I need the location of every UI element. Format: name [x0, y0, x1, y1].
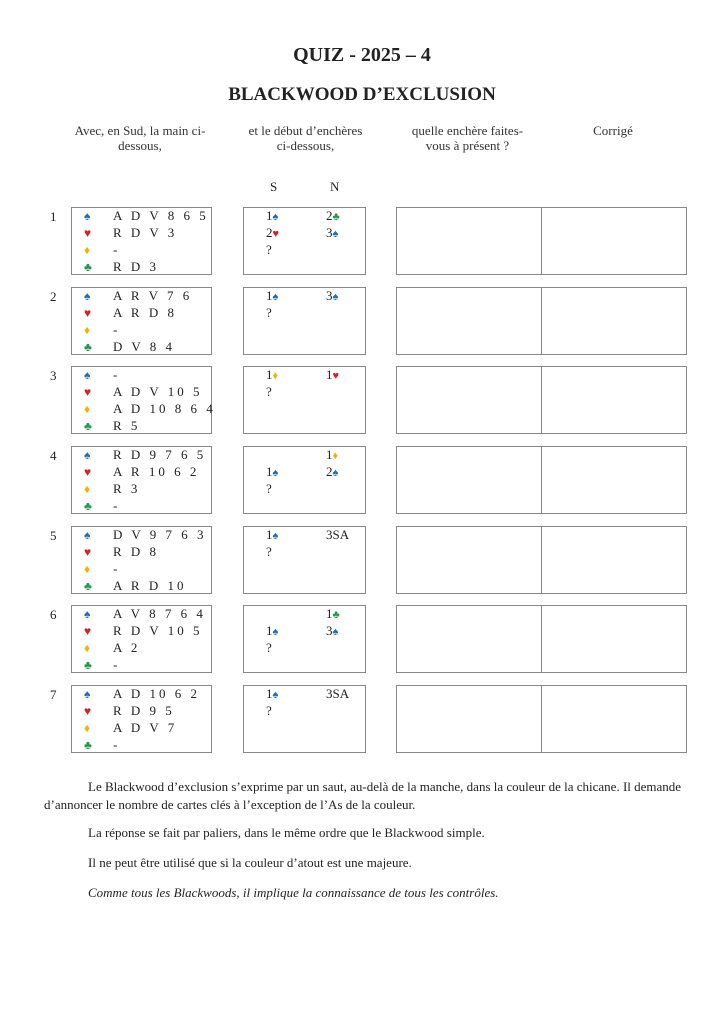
spade-icon: ♠ — [332, 291, 339, 303]
answer-cell-bid[interactable] — [397, 527, 541, 593]
header-bidding: et le début d’enchères ci-dessous, — [248, 123, 363, 153]
suit-line-club — [84, 417, 140, 434]
bid-level: ? — [266, 384, 272, 399]
bid-level: 1 — [266, 686, 273, 701]
paragraph-note: Comme tous les Blackwoods, il implique la connaissance de tous les contrôles. — [88, 885, 499, 900]
header-answer: Corrigé — [593, 123, 633, 138]
bid-north — [326, 463, 338, 482]
bid-level: 1 — [326, 447, 333, 462]
suit-cards: - — [113, 498, 121, 513]
suit-cards: R D V 10 5 — [113, 623, 203, 638]
diamond-icon: ♦ — [84, 323, 91, 337]
suit-line-club — [84, 656, 120, 673]
suit-cards: A D 10 8 6 4 — [113, 401, 216, 416]
spade-icon: ♠ — [332, 467, 339, 479]
suit-line-club — [84, 736, 120, 753]
diamond-icon: ♦ — [272, 370, 279, 382]
suit-line-heart — [84, 702, 175, 719]
bid-level: 2 — [326, 464, 333, 479]
suit-line-spade — [84, 366, 120, 383]
heart-icon: ♥ — [84, 704, 92, 718]
bid-north — [326, 685, 349, 702]
hand-box — [71, 526, 212, 594]
suit-cards: A V 8 7 6 4 — [113, 606, 206, 621]
suit-line-diamond — [84, 321, 120, 338]
suit-cards: - — [113, 561, 121, 576]
heart-icon: ♥ — [84, 624, 92, 638]
suit-cards: - — [113, 367, 121, 382]
header-question: quelle enchère faites-vous à présent ? — [411, 123, 524, 153]
spade-icon: ♠ — [272, 530, 279, 542]
diamond-icon: ♦ — [84, 243, 91, 257]
answer-cell-bid[interactable] — [397, 367, 541, 433]
bid-north — [326, 526, 349, 543]
spade-icon: ♠ — [84, 368, 91, 382]
bid-level: 1 — [266, 208, 273, 223]
club-icon: ♣ — [84, 340, 92, 354]
spade-icon: ♠ — [84, 528, 91, 542]
spade-icon: ♠ — [84, 607, 91, 621]
suit-cards: A R D 10 — [113, 578, 187, 593]
paragraph-response: La réponse se fait par paliers, dans le même ordre que le Blackwood simple. — [88, 825, 485, 840]
spade-icon: ♠ — [272, 467, 279, 479]
suit-cards: - — [113, 737, 121, 752]
answer-cell-correction[interactable] — [542, 208, 686, 274]
suit-line-spade — [84, 287, 192, 304]
answer-cell-correction[interactable] — [542, 606, 686, 672]
bid-level: ? — [266, 544, 272, 559]
club-icon: ♣ — [84, 658, 92, 672]
deal-row — [0, 446, 724, 514]
suit-line-spade — [84, 207, 209, 224]
bid-level: 2 — [266, 225, 273, 240]
suit-line-spade — [84, 526, 207, 543]
hand-box — [71, 207, 212, 275]
suit-line-spade — [84, 685, 200, 702]
hand-box — [71, 685, 212, 753]
answer-cell-correction[interactable] — [542, 447, 686, 513]
hand-box — [71, 446, 212, 514]
club-icon: ♣ — [332, 609, 340, 621]
suit-line-spade — [84, 605, 206, 622]
suit-cards: R D 3 — [113, 259, 160, 274]
answer-cell-bid[interactable] — [397, 447, 541, 513]
diamond-icon: ♦ — [84, 482, 91, 496]
bid-north — [326, 224, 338, 243]
bid-south — [266, 639, 272, 656]
bid-level: 1 — [266, 367, 273, 382]
suit-cards: - — [113, 322, 121, 337]
column-south: S — [270, 179, 278, 194]
bid-south — [266, 543, 272, 560]
diamond-icon: ♦ — [84, 641, 91, 655]
club-icon: ♣ — [84, 738, 92, 752]
bid-level: 3 — [326, 288, 333, 303]
suit-line-diamond — [84, 480, 140, 497]
bid-level: 3 — [326, 623, 333, 638]
deal-number: 3 — [50, 368, 57, 383]
bid-level: ? — [266, 640, 272, 655]
hand-box — [71, 366, 216, 434]
deal-row — [0, 207, 724, 275]
bid-level: ? — [266, 242, 272, 257]
suit-cards: - — [113, 657, 121, 672]
heart-icon: ♥ — [84, 226, 92, 240]
bid-level: 1 — [266, 288, 273, 303]
spade-icon: ♠ — [272, 626, 279, 638]
answer-cell-bid[interactable] — [397, 606, 541, 672]
paragraph-condition: Il ne peut être utilisé que si la couleur d’atout est une majeure. — [88, 855, 412, 870]
suit-line-club — [84, 577, 186, 594]
answer-box — [396, 605, 687, 673]
bidding-box — [243, 366, 366, 434]
suit-cards: A 2 — [113, 640, 141, 655]
bidding-box — [243, 605, 366, 673]
diamond-icon: ♦ — [332, 450, 339, 462]
spade-icon: ♠ — [272, 211, 279, 223]
bidding-box — [243, 446, 366, 514]
bid-level: ? — [266, 481, 272, 496]
heart-icon: ♥ — [272, 228, 280, 240]
suit-cards: R D 9 5 — [113, 703, 175, 718]
bidding-box — [243, 526, 366, 594]
club-icon: ♣ — [84, 419, 92, 433]
bidding-box — [243, 287, 366, 355]
spade-icon: ♠ — [84, 448, 91, 462]
answer-cell-bid[interactable] — [397, 288, 541, 354]
suit-cards: A R 10 6 2 — [113, 464, 200, 479]
diamond-icon: ♦ — [84, 562, 91, 576]
bid-south — [266, 383, 272, 400]
deal-row — [0, 366, 724, 434]
suit-cards: A D V 8 6 5 — [113, 208, 209, 223]
spade-icon: ♠ — [84, 687, 91, 701]
suit-cards: D V 8 4 — [113, 339, 176, 354]
answer-cell-bid[interactable] — [397, 208, 541, 274]
heart-icon: ♥ — [84, 306, 92, 320]
answer-cell-correction[interactable] — [542, 527, 686, 593]
suit-line-heart — [84, 543, 159, 560]
club-icon: ♣ — [84, 260, 92, 274]
suit-line-heart — [84, 383, 202, 400]
deal-row — [0, 685, 724, 753]
page-title: QUIZ - 2025 – 4 — [293, 44, 431, 66]
answer-box — [396, 287, 687, 355]
bid-level: 1 — [326, 367, 333, 382]
answer-cell-bid[interactable] — [397, 686, 541, 752]
suit-line-diamond — [84, 639, 140, 656]
bid-level: 1 — [266, 464, 273, 479]
bid-level: ? — [266, 703, 272, 718]
bid-south — [266, 480, 272, 497]
suit-cards: A D V 7 — [113, 720, 178, 735]
suit-line-heart — [84, 224, 177, 241]
bid-level: ? — [266, 305, 272, 320]
deal-number: 6 — [50, 607, 57, 622]
suit-cards: R D V 3 — [113, 225, 178, 240]
bid-north — [326, 622, 338, 641]
spade-icon: ♠ — [272, 291, 279, 303]
club-icon: ♣ — [84, 579, 92, 593]
bidding-box — [243, 207, 366, 275]
answer-box — [396, 685, 687, 753]
header-hand: Avec, en Sud, la main ci-dessous, — [74, 123, 206, 153]
spade-icon: ♠ — [332, 626, 339, 638]
suit-line-club — [84, 497, 120, 514]
answer-cell-correction[interactable] — [542, 367, 686, 433]
column-north: N — [330, 179, 340, 194]
suit-cards: A D V 10 5 — [113, 384, 203, 399]
answer-cell-correction[interactable] — [542, 288, 686, 354]
bid-level: 3SA — [326, 686, 350, 701]
deal-number: 5 — [50, 528, 57, 543]
bid-north — [326, 366, 339, 385]
deal-row — [0, 526, 724, 594]
suit-cards: A D 10 6 2 — [113, 686, 201, 701]
bid-south — [266, 241, 272, 258]
suit-cards: A R V 7 6 — [113, 288, 193, 303]
diamond-icon: ♦ — [84, 402, 91, 416]
answer-box — [396, 366, 687, 434]
answer-box — [396, 446, 687, 514]
bid-north — [326, 287, 338, 306]
deal-number: 1 — [50, 209, 57, 224]
spade-icon: ♠ — [332, 228, 339, 240]
suit-cards: R D 8 — [113, 544, 160, 559]
suit-cards: A R D 8 — [113, 305, 177, 320]
suit-line-heart — [84, 622, 202, 639]
suit-line-club — [84, 258, 159, 275]
suit-line-spade — [84, 446, 206, 463]
deal-number: 4 — [50, 448, 57, 463]
deal-number: 7 — [50, 687, 57, 702]
bid-level: 1 — [266, 527, 273, 542]
bid-level: 1 — [326, 606, 333, 621]
answer-cell-correction[interactable] — [542, 686, 686, 752]
spade-icon: ♠ — [84, 289, 91, 303]
bid-level: 1 — [266, 623, 273, 638]
suit-line-diamond — [84, 241, 120, 258]
suit-line-diamond — [84, 719, 177, 736]
suit-line-diamond — [84, 400, 216, 417]
bid-south — [266, 304, 272, 321]
bid-level: 2 — [326, 208, 333, 223]
deal-number: 2 — [50, 289, 57, 304]
answer-box — [396, 526, 687, 594]
suit-cards: R 5 — [113, 418, 141, 433]
hand-box — [71, 605, 212, 673]
page-subtitle: BLACKWOOD D’EXCLUSION — [228, 84, 496, 105]
heart-icon: ♥ — [84, 465, 92, 479]
heart-icon: ♥ — [84, 545, 92, 559]
suit-line-club — [84, 338, 175, 355]
spade-icon: ♠ — [272, 689, 279, 701]
club-icon: ♣ — [332, 211, 340, 223]
suit-line-heart — [84, 304, 177, 321]
heart-icon: ♥ — [332, 370, 340, 382]
hand-box — [71, 287, 212, 355]
suit-cards: D V 9 7 6 3 — [113, 527, 207, 542]
bidding-box — [243, 685, 366, 753]
bid-level: 3 — [326, 225, 333, 240]
diamond-icon: ♦ — [84, 721, 91, 735]
deal-row — [0, 287, 724, 355]
bid-level: 3SA — [326, 527, 350, 542]
deal-row — [0, 605, 724, 673]
suit-cards: R D 9 7 6 5 — [113, 447, 207, 462]
suit-cards: R 3 — [113, 481, 141, 496]
suit-line-diamond — [84, 560, 120, 577]
heart-icon: ♥ — [84, 385, 92, 399]
spade-icon: ♠ — [84, 209, 91, 223]
club-icon: ♣ — [84, 499, 92, 513]
suit-line-heart — [84, 463, 199, 480]
bid-south — [266, 702, 272, 719]
suit-cards: - — [113, 242, 121, 257]
paragraph-definition: Le Blackwood d’exclusion s’exprime par un saut, au-delà de la manche, dans la couleur de la chicane. Il demande d’annoncer le nombre de cartes clés à l’exception de l’As de la couleur. — [44, 779, 682, 812]
answer-box — [396, 207, 687, 275]
